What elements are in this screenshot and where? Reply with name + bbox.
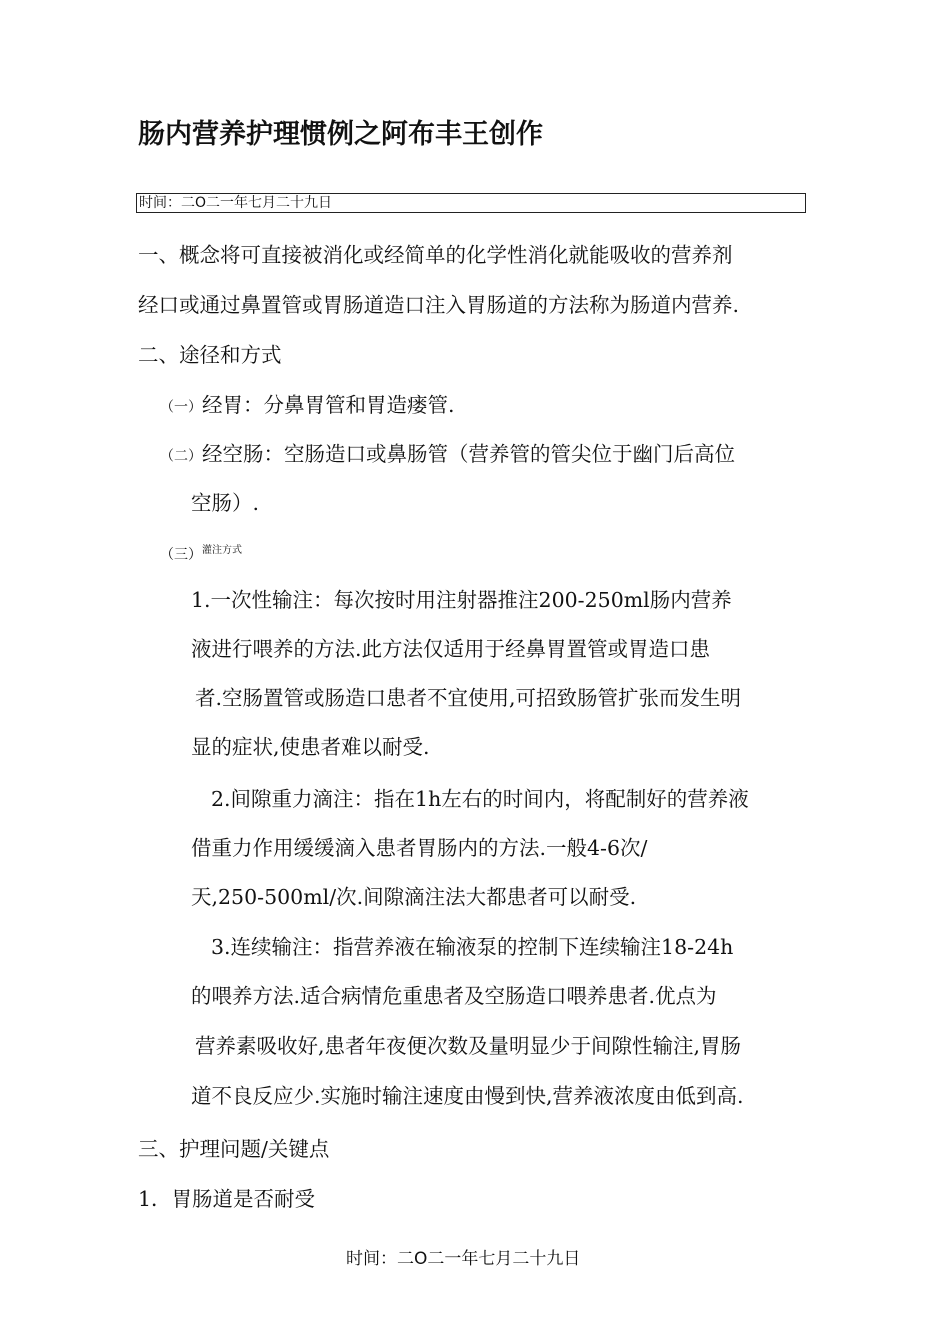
paragraph-line: 者.空肠置管或肠造口患者不宜使用,可招致肠管扩张而发生明 xyxy=(195,686,742,710)
paragraph-line: 2.间隙重力滴注：指在1h左右的时间内，将配制好的营养液 xyxy=(211,787,749,811)
list-text: 经胃：分鼻胃管和胃造瘘管. xyxy=(202,393,455,417)
paragraph-line: 1．胃肠道是否耐受 xyxy=(138,1187,316,1211)
date-box xyxy=(136,193,806,213)
paragraph-line: 借重力作用缓缓滴入患者胃肠内的方法.一般4-6次/ xyxy=(191,836,648,860)
paragraph-line: 1.一次性输注：每次按时用注射器推注200-250ml肠内营养 xyxy=(191,588,732,612)
section-heading: 二、途径和方式 xyxy=(138,343,282,367)
paragraph-line: 经口或通过鼻置管或胃肠道造口注入胃肠道的方法称为肠道内营养. xyxy=(138,293,740,317)
footer-date: 时间：二O二一年七月二十九日 xyxy=(346,1249,581,1269)
date-line: 时间：二O二一年七月二十九日 xyxy=(139,195,333,211)
list-text: 灌注方式 xyxy=(202,545,242,556)
list-marker: （二） xyxy=(160,448,202,465)
section-heading: 三、护理问题/关键点 xyxy=(138,1137,330,1161)
page-title: 肠内营养护理惯例之阿布丰王创作 xyxy=(138,119,543,150)
paragraph-line: 液进行喂养的方法.此方法仅适用于经鼻胃置管或胃造口患 xyxy=(191,637,711,661)
paragraph-line: 的喂养方法.适合病情危重患者及空肠造口喂养患者.优点为 xyxy=(191,984,717,1008)
list-marker: （一） xyxy=(160,399,202,416)
paragraph-line: 天,250-500ml/次.间隙滴注法大都患者可以耐受. xyxy=(191,885,637,909)
list-item xyxy=(160,392,455,418)
paragraph-line: 道不良反应少.实施时输注速度由慢到快,营养液浓度由低到高. xyxy=(191,1084,744,1108)
paragraph-line: 营养素吸收好,患者年夜便次数及量明显少于间隙性输注,胃肠 xyxy=(195,1034,742,1058)
paragraph-line: 一、概念将可直接被消化或经简单的化学性消化就能吸收的营养剂 xyxy=(138,243,733,267)
list-item xyxy=(160,441,735,467)
paragraph-line: 3.连续输注：指营养液在输液泵的控制下连续输注18-24h xyxy=(211,935,734,959)
paragraph-line: 显的症状,使患者难以耐受. xyxy=(191,735,430,759)
list-text: 经空肠：空肠造口或鼻肠管（营养管的管尖位于幽门后高位 xyxy=(202,442,735,466)
list-item xyxy=(160,546,242,565)
list-marker: （三） xyxy=(160,547,202,563)
paragraph-line: 空肠）. xyxy=(191,491,260,515)
